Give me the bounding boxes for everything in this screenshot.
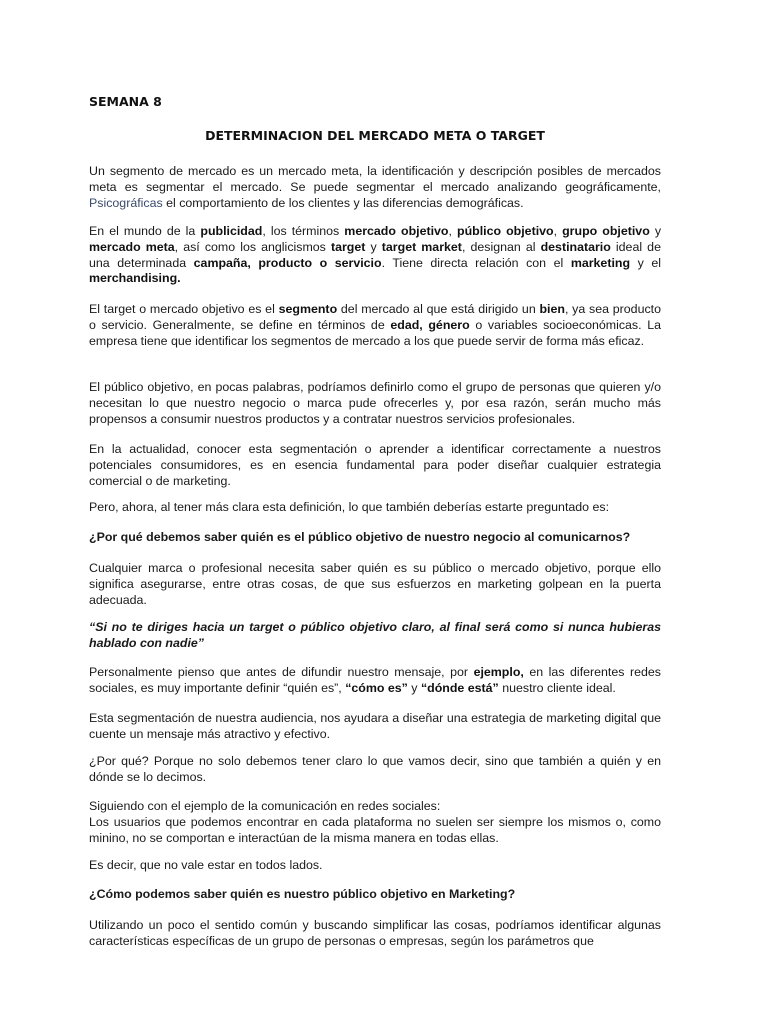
text-run: , así como los anglicismos [174,239,331,254]
text-run: El target o mercado objetivo es el [89,302,279,316]
bold-term: destinatario [540,239,611,254]
bold-term: ejemplo, [473,665,524,679]
psicograficas-link[interactable]: Psicográficas [89,195,163,210]
text-run: en las diferentes redes sociales, es muy importante definir “quién es”, [89,665,661,695]
paragraph-2 [89,224,661,287]
text-run: En el mundo de la [89,224,201,238]
bold-term: “cómo es” [345,680,408,695]
paragraph-11-line-1: Siguiendo con el ejemplo de la comunicación en redes sociales: [89,799,441,813]
bold-term: edad, género [390,317,470,332]
paragraph-1-text-b: el comportamiento de los clientes y las diferencias demográficas. [162,195,524,210]
text-run: nuestro cliente ideal. [498,680,616,695]
paragraph-12: Es decir, que no vale estar en todos lados. [89,858,323,872]
paragraph-4: El público objetivo, en pocas palabras, podríamos definirlo como el grupo de personas que quieren y/o necesitan lo que nuestro negocio o marca pude ofrecerles y, por esa razón, serán mucho más propensos a consumir nuestros productos y a contratar nuestros servicios profesionales. [89,380,661,426]
paragraph-10: ¿Por qué? Porque no solo debemos tener claro lo que vamos decir, sino que también a quién y en dónde se lo decimos. [89,754,661,784]
bold-term: mercado objetivo [344,224,449,238]
paragraph-13: Utilizando un poco el sentido común y buscando simplificar las cosas, podríamos identificar algunas características específicas de un grupo de personas o empresas, según los parámetros que [89,918,661,948]
bold-term: mercado meta [89,239,175,254]
text-run: y [365,239,382,254]
bold-term: campaña, producto o servicio [193,255,382,270]
bold-term: target [330,239,366,254]
bold-term: segmento [278,302,338,316]
question-heading-2: ¿Cómo podemos saber quién es nuestro público objetivo en Marketing? [89,887,516,901]
bold-term: público objetivo [457,224,554,238]
document-subtitle: DETERMINACION DEL MERCADO META O TARGET [205,128,545,143]
text-run: , los términos [262,224,345,238]
question-heading-1: ¿Por qué debemos saber quién es el público objetivo de nuestro negocio al comunicarnos? [89,530,631,544]
text-run: , [448,224,457,238]
paragraph-8 [89,665,661,697]
bold-term: marketing [570,255,631,270]
text-run: o variables socioeconómicas. La empresa tiene que identificar los segmentos de mercado a los que puede servir de forma más eficaz. [89,317,661,348]
quote: “Si no te diriges hacia un target o público objetivo claro, al final será como si nunca hubieras hablado con nadie” [89,620,661,650]
paragraph-11-body: Los usuarios que podemos encontrar en cada plataforma no suelen ser siempre los mismos o, como minino, no se comportan e interactúan de la misma manera en todas ellas. [89,814,661,845]
text-run: , [553,224,563,238]
bold-term: grupo objetivo [562,224,650,238]
text-run: del mercado al que está dirigido un [337,302,540,316]
text-run: y el [630,255,661,270]
paragraph-6: Pero, ahora, al tener más clara esta definición, lo que también deberías estarte preguntado es: [89,500,610,514]
text-run: , designan al [461,239,541,254]
paragraph-11 [89,799,661,846]
bold-term: merchandising. [89,271,181,286]
paragraph-7: Cualquier marca o profesional necesita saber quién es su público o mercado objetivo, porque ello significa asegurarse, entre otras cosas, de que sus esfuerzos en marketing golpean en la puerta adecuada. [89,561,661,607]
bold-term: bien [539,302,565,316]
text-run: , ya sea producto o servicio. Generalmente, se define en términos de [89,302,661,332]
paragraph-1 [89,164,661,211]
text-run: y [407,680,421,695]
bold-term: target market [381,239,462,254]
paragraph-3 [89,302,661,349]
paragraph-9: Esta segmentación de nuestra audiencia, nos ayudara a diseñar una estrategia de marketing digital que cuente un mensaje más atractivo y efectivo. [89,711,661,741]
text-run: ideal de una determinada [89,239,661,270]
page-title: SEMANA 8 [89,94,162,109]
paragraph-1-text-a: Un segmento de mercado es un mercado meta, la identificación y descripción posibles de mercados meta es segmentar el mercado. Se puede segmentar el mercado analizando geográficamente, [89,164,661,194]
text-run: y [649,224,662,238]
paragraph-5: En la actualidad, conocer esta segmentación o aprender a identificar correctamente a nuestros potenciales consumidores, es en esencia fundamental para poder diseñar cualquier estrategia comercial o de marketing. [89,442,661,488]
bold-term: “dónde está” [420,680,499,695]
bold-term: publicidad [200,224,263,238]
text-run: . Tiene directa relación con el [381,255,571,270]
text-run: Personalmente pienso que antes de difundir nuestro mensaje, por [89,665,474,679]
